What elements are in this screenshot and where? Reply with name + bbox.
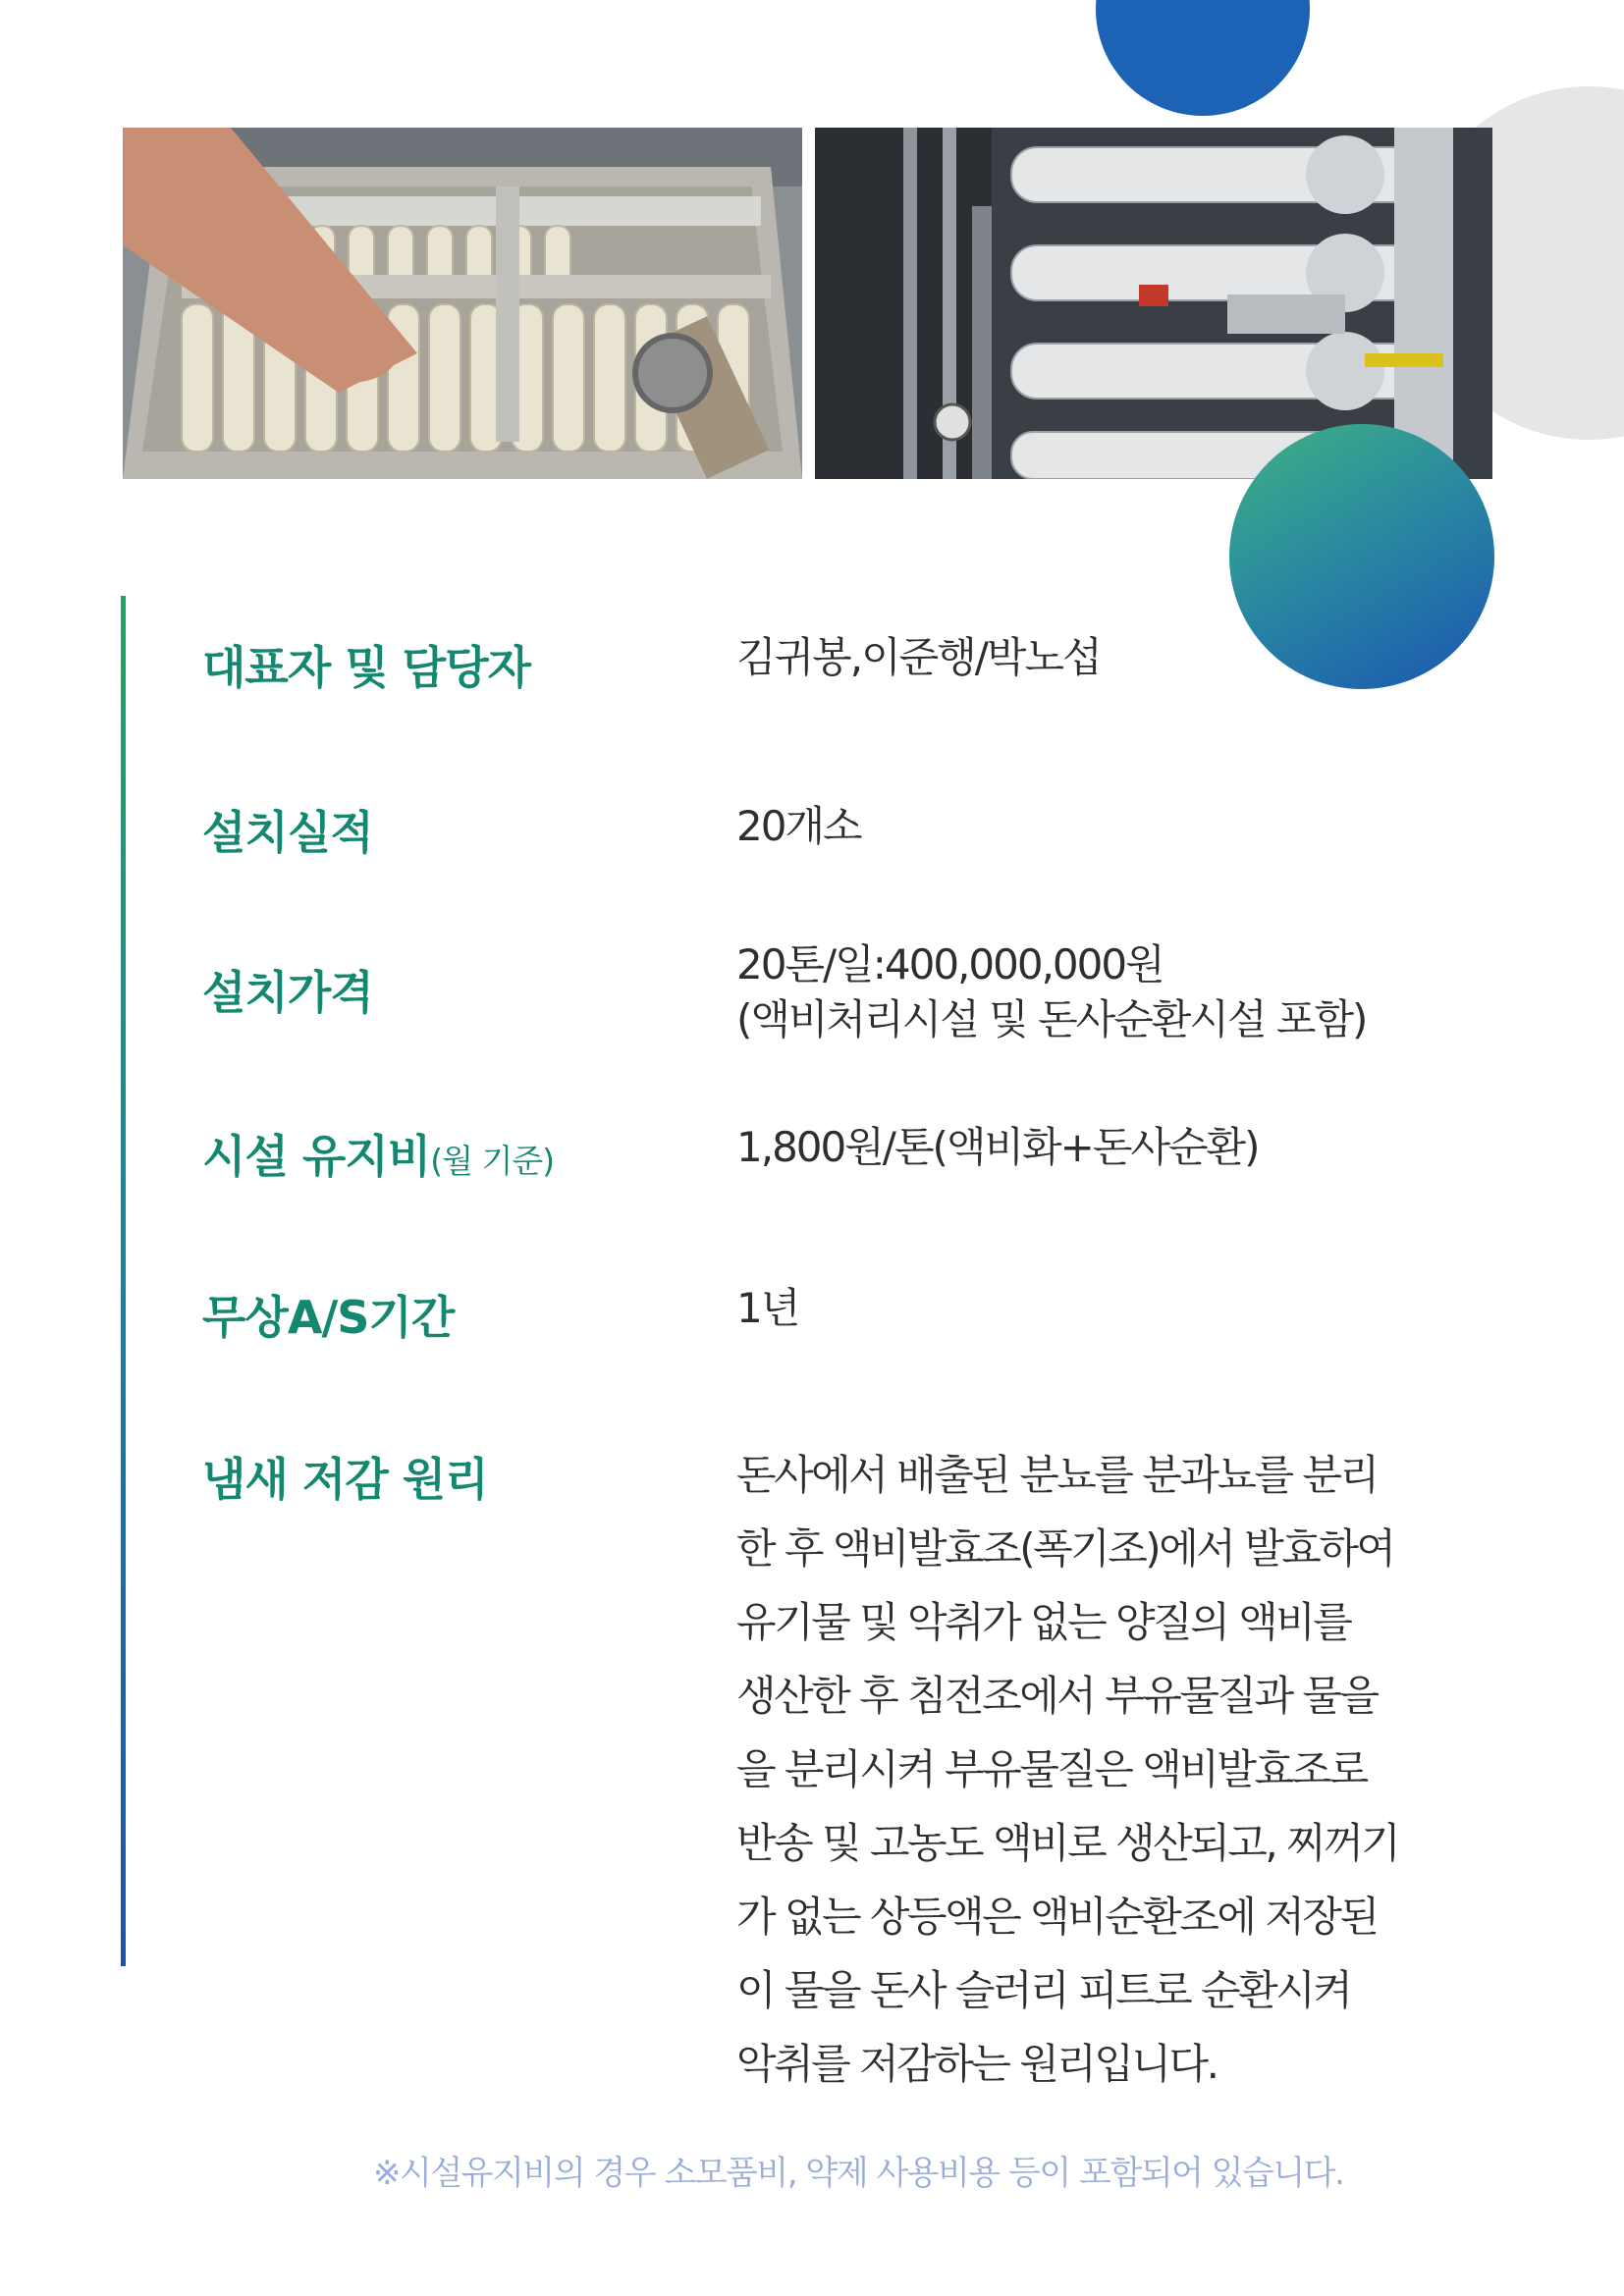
value-representative: 김귀봉,이준행/박노섭 [736,633,1101,681]
principle-line: 악취를 저감하는 원리입니다. [736,2040,1218,2088]
label-installation-price: 설치가격 [202,966,373,1019]
separator-photo [123,128,802,479]
value-free-as-period: 1년 [736,1284,799,1332]
principle-line: 유기물 및 악취가 없는 양질의 액비를 [736,1598,1351,1646]
decorative-gradient-circle [1229,424,1494,689]
label-representative: 대표자 및 담당자 [202,641,531,694]
value-installation-price [736,937,1366,1047]
principle-line: 반송 및 고농도 액비로 생산되고, 찌꺼기 [736,1819,1399,1867]
label-free-as-period: 무상A/S기간 [202,1291,455,1344]
decorative-blue-circle [1096,0,1310,116]
value-installation-price-line1: 20톤/일:400,000,000원 [736,940,1164,988]
accent-vertical-line [121,596,126,1966]
label-maintenance-cost [202,1121,554,1186]
principle-line: 생산한 후 침전조에서 부유물질과 물을 [736,1672,1378,1720]
value-odor-reduction-principle [736,1438,1512,2101]
label-maintenance-cost-main: 시설 유지비 [202,1130,431,1183]
principle-line: 한 후 액비발효조(폭기조)에서 발효하여 [736,1524,1394,1573]
value-installation-record: 20개소 [736,802,861,850]
label-odor-reduction-principle: 냄새 저감 원리 [202,1453,488,1506]
label-installation-record: 설치실적 [202,806,373,859]
principle-line: 이 물을 돈사 슬러리 피트로 순환시켜 [736,1966,1351,2014]
value-installation-price-line2: (액비처리시설 및 돈사순환시설 포함) [736,995,1367,1043]
value-maintenance-cost: 1,800원/톤(액비화+돈사순환) [736,1123,1259,1171]
footnote: ※시설유지비의 경우 소모품비, 약제 사용비용 등이 포함되어 있습니다. [373,2154,1344,2193]
principle-line: 을 분리시켜 부유물질은 액비발효조로 [736,1745,1367,1793]
label-maintenance-cost-sub: (월 기준) [430,1142,555,1180]
principle-line: 돈사에서 배출된 분뇨를 분과뇨를 분리 [736,1451,1378,1499]
principle-line: 가 없는 상등액은 액비순환조에 저장된 [736,1893,1378,1941]
